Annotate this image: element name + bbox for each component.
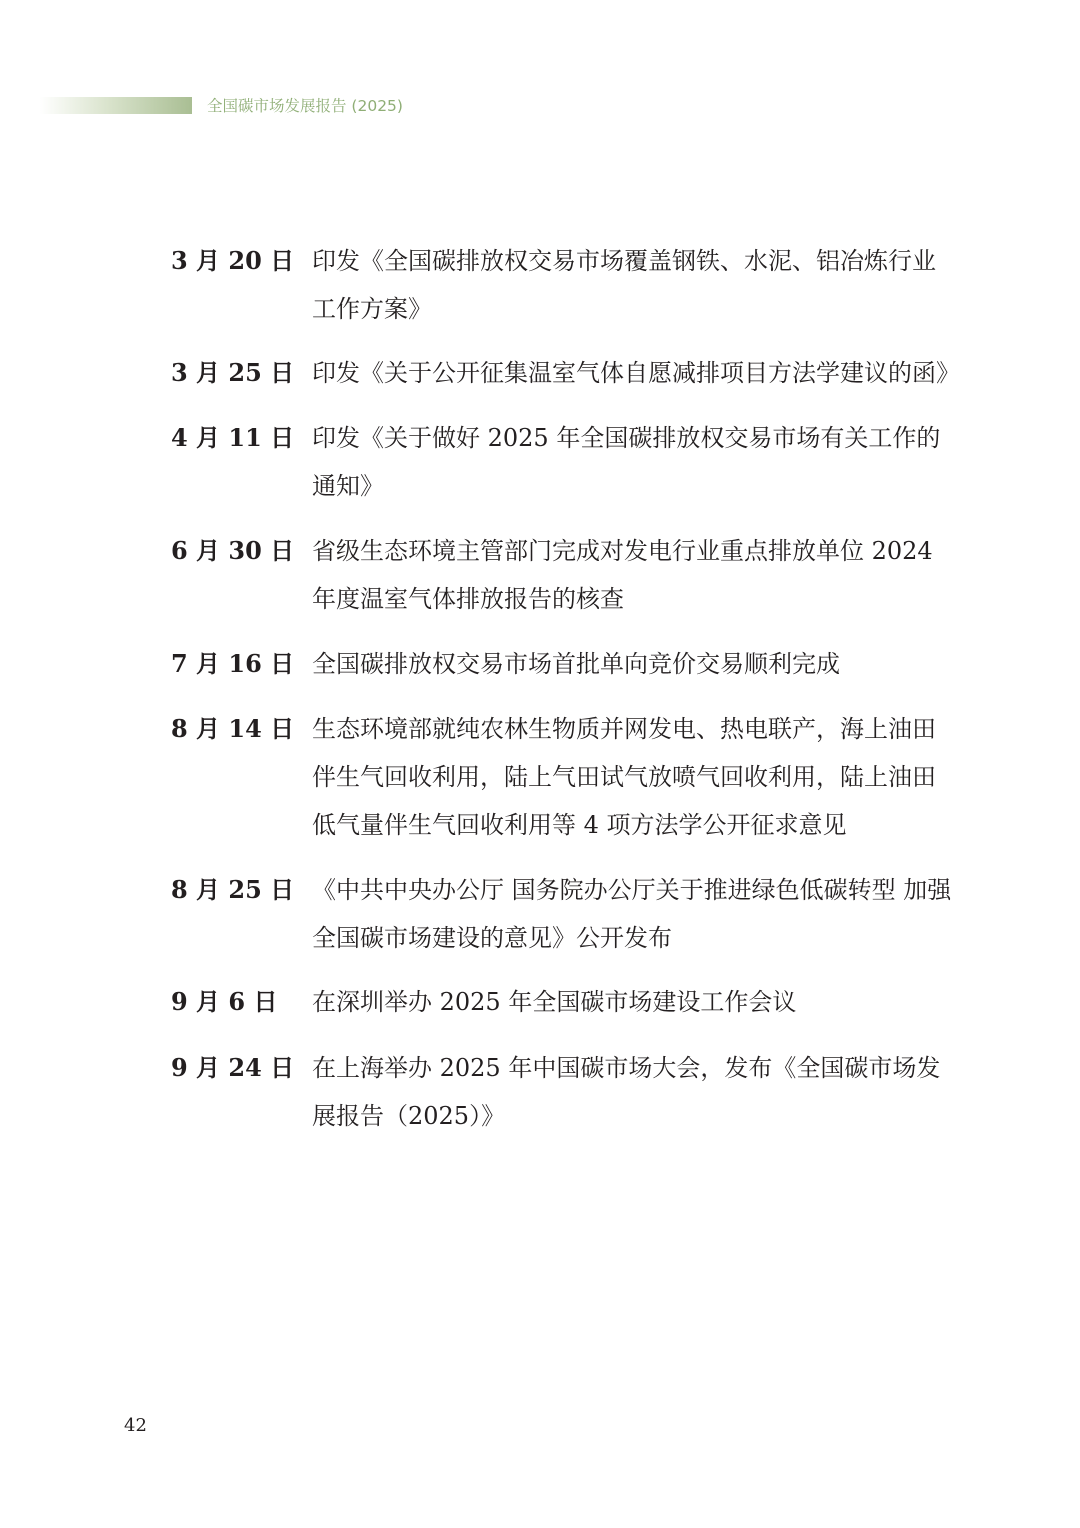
entry-description xyxy=(312,978,977,1026)
running-header-title: 全国碳市场发展报告 (2025) xyxy=(207,97,403,115)
description-line: 印发《全国碳排放权交易市场覆盖钢铁、水泥、铝冶炼行业 xyxy=(312,247,936,275)
description-line: 伴生气回收利用，陆上气田试气放喷气回收利用，陆上油田 xyxy=(312,763,936,791)
description-line: 印发《关于公开征集温室气体自愿减排项目方法学建议的函》 xyxy=(312,359,960,387)
entry-date: 4 月 11 日 xyxy=(171,423,295,452)
header-decoration-bar xyxy=(40,97,192,114)
description-line: 年度温室气体排放报告的核查 xyxy=(312,585,624,613)
entry-description xyxy=(312,349,977,397)
entry-description xyxy=(312,1044,977,1140)
entry-description xyxy=(312,237,977,333)
entry-description xyxy=(312,527,977,623)
description-line: 生态环境部就纯农林生物质并网发电、热电联产，海上油田 xyxy=(312,715,936,743)
description-line: 印发《关于做好 2025 年全国碳排放权交易市场有关工作的 xyxy=(312,424,941,452)
description-line: 《中共中央办公厅 国务院办公厅关于推进绿色低碳转型 加强 xyxy=(312,876,952,904)
entry-description xyxy=(312,705,977,849)
description-line: 省级生态环境主管部门完成对发电行业重点排放单位 2024 xyxy=(312,537,933,565)
description-line: 在深圳举办 2025 年全国碳市场建设工作会议 xyxy=(312,988,797,1016)
entry-date: 8 月 25 日 xyxy=(171,875,295,904)
entry-date: 3 月 25 日 xyxy=(171,358,295,387)
entry-description xyxy=(312,866,977,962)
page-number: 42 xyxy=(124,1415,147,1436)
description-line: 全国碳市场建设的意见》公开发布 xyxy=(312,924,672,952)
description-line: 全国碳排放权交易市场首批单向竞价交易顺利完成 xyxy=(312,650,840,678)
description-line: 工作方案》 xyxy=(312,295,432,323)
entry-date: 7 月 16 日 xyxy=(171,649,295,678)
description-line: 低气量伴生气回收利用等 4 项方法学公开征求意见 xyxy=(312,811,847,839)
description-line: 展报告（2025）》 xyxy=(312,1102,506,1130)
entry-date: 9 月 6 日 xyxy=(171,987,278,1016)
description-line: 通知》 xyxy=(312,472,384,500)
entry-description xyxy=(312,640,977,688)
entry-date: 3 月 20 日 xyxy=(171,246,295,275)
entry-date: 9 月 24 日 xyxy=(171,1053,295,1082)
description-line: 在上海举办 2025 年中国碳市场大会，发布《全国碳市场发 xyxy=(312,1054,941,1082)
entry-date: 8 月 14 日 xyxy=(171,714,295,743)
entry-date: 6 月 30 日 xyxy=(171,536,295,565)
entry-description xyxy=(312,414,977,510)
